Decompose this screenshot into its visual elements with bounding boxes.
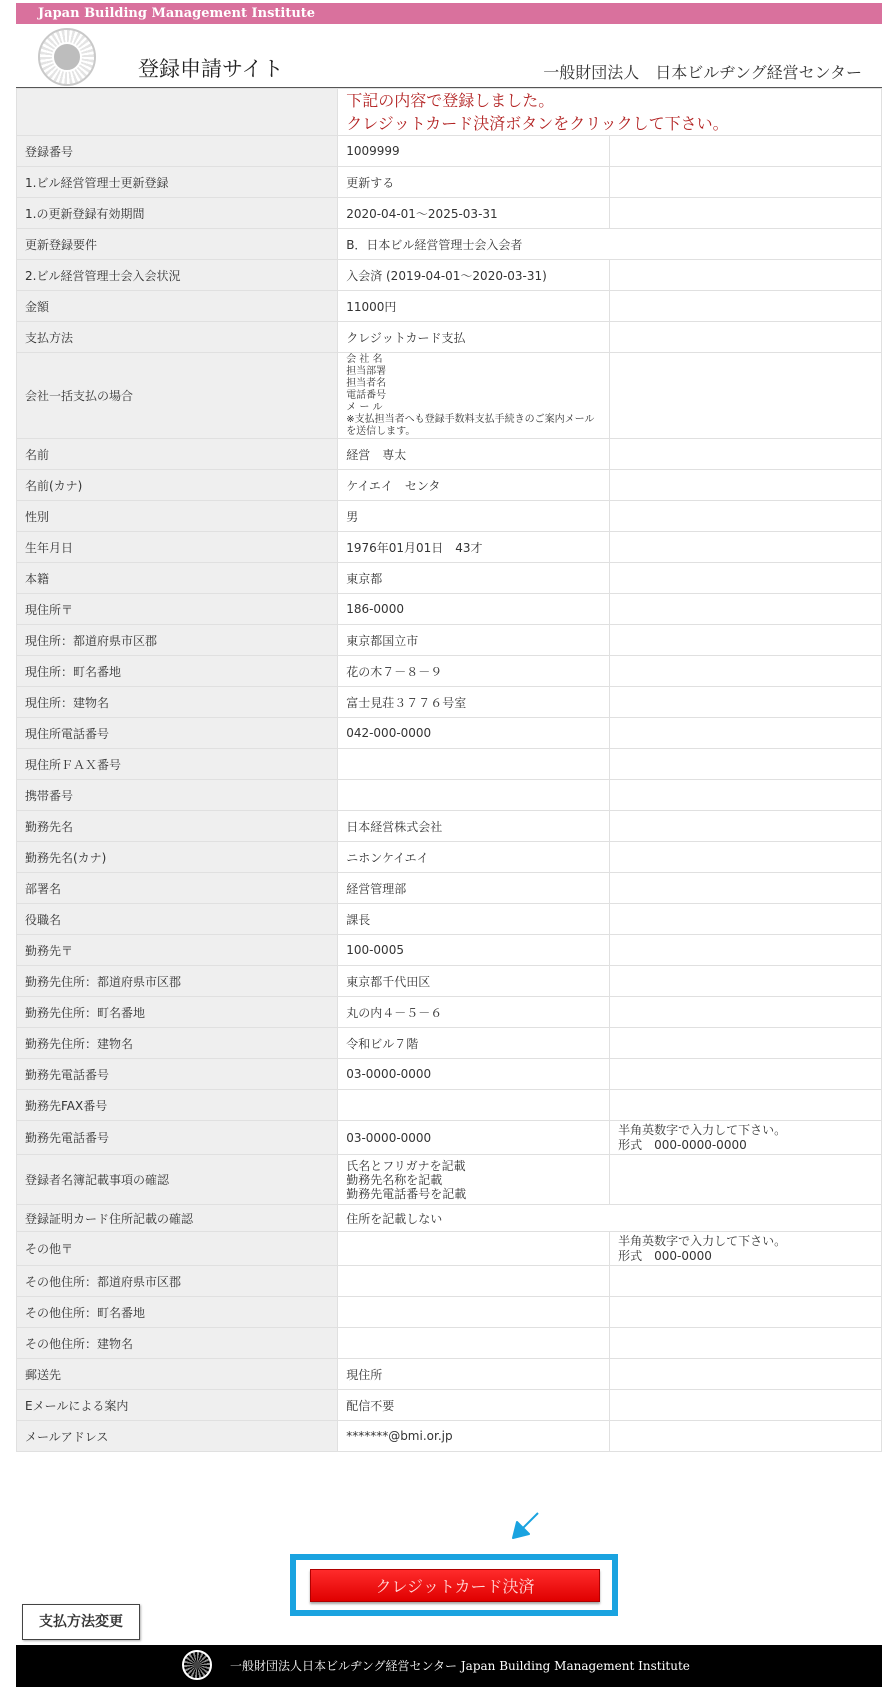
row-value: 経営管理部 [338, 873, 610, 904]
row-value: ニホンケイエイ [338, 842, 610, 873]
table-row [17, 1421, 882, 1452]
row-value: 丸の内４－５－６ [338, 997, 610, 1028]
table-row [17, 811, 882, 842]
table-row [17, 997, 882, 1028]
row-label: 勤務先FAX番号 [17, 1090, 338, 1121]
company-field-label: メ ー ル [346, 401, 383, 413]
change-payment-method-button[interactable]: 支払方法変更 [22, 1604, 140, 1640]
row-label: 現住所：町名番地 [17, 656, 338, 687]
row-value: ケイエイ センタ [338, 470, 610, 501]
row-value: 富士見荘３７７６号室 [338, 687, 610, 718]
row-value: クレジットカード支払 [338, 322, 610, 353]
row-label: 支払方法 [17, 322, 338, 353]
row-label: 現住所電話番号 [17, 718, 338, 749]
site-header [16, 24, 882, 88]
company-field-label: 担当部署 [346, 365, 387, 377]
row-label: 会社一括支払の場合 [17, 353, 338, 439]
table-row [17, 260, 882, 291]
table-row [17, 718, 882, 749]
row-label: 更新登録要件 [17, 229, 338, 260]
roster-item: 勤務先電話番号を記載 [346, 1186, 467, 1201]
row-label: 1.の更新登録有効期間 [17, 198, 338, 229]
table-row [17, 873, 882, 904]
row-label: 勤務先住所：町名番地 [17, 997, 338, 1028]
row-value [338, 749, 610, 780]
row-value [338, 1266, 610, 1297]
row-label: 名前 [17, 439, 338, 470]
row-label: 登録者名簿記載事項の確認 [17, 1155, 338, 1205]
format-note-line: 形式 000-0000-0000 [618, 1137, 747, 1152]
row-value: 入会済 (2019-04-01～2020-03-31) [338, 260, 610, 291]
org-name: 一般財団法人 日本ビルヂング経営センター [543, 63, 862, 82]
row-value: B．日本ビル経営管理士会入会者 [338, 229, 882, 260]
roster-item: 勤務先名称を記載 [346, 1172, 443, 1187]
table-row [17, 563, 882, 594]
format-note [610, 1121, 882, 1155]
row-label: 現住所ＦＡＸ番号 [17, 749, 338, 780]
row-value: 186-0000 [338, 594, 610, 625]
row-value: 100-0005 [338, 935, 610, 966]
row-value: 花の木７－８－９ [338, 656, 610, 687]
row-value: 現住所 [338, 1359, 610, 1390]
row-value: 1009999 [338, 136, 610, 167]
table-row [17, 1232, 882, 1266]
row-label: 勤務先電話番号 [17, 1059, 338, 1090]
footer-text: 一般財団法人日本ビルヂング経営センター Japan Building Management Institute [230, 1659, 690, 1673]
row-value: 課長 [338, 904, 610, 935]
row-label: 生年月日 [17, 532, 338, 563]
table-row [17, 353, 882, 439]
table-row [17, 1266, 882, 1297]
row-value: 2020-04-01～2025-03-31 [338, 198, 610, 229]
row-value: 03-0000-0000 [338, 1121, 610, 1155]
row-label: 2.ビル経営管理士会入会状況 [17, 260, 338, 291]
footer-seal-logo-icon [182, 1650, 212, 1680]
row-value [338, 353, 610, 439]
table-row [17, 1390, 882, 1421]
row-label: 勤務先名 [17, 811, 338, 842]
table-row [17, 1059, 882, 1090]
table-row [17, 687, 882, 718]
credit-card-payment-button[interactable]: クレジットカード決済 [310, 1569, 600, 1602]
table-row [17, 656, 882, 687]
row-label: 勤務先住所：建物名 [17, 1028, 338, 1059]
row-label: 現住所：建物名 [17, 687, 338, 718]
table-row [17, 780, 882, 811]
row-value: 日本経営株式会社 [338, 811, 610, 842]
row-label: Eメールによる案内 [17, 1390, 338, 1421]
top-banner: Japan Building Management Institute [16, 3, 882, 24]
row-label: 1.ビル経営管理士更新登録 [17, 167, 338, 198]
row-value: 東京都国立市 [338, 625, 610, 656]
row-label: 役職名 [17, 904, 338, 935]
row-label: その他〒 [17, 1232, 338, 1266]
table-row [17, 439, 882, 470]
instruction-message: クレジットカード決済ボタンをクリックして下さい。 [346, 114, 729, 133]
table-row [17, 1121, 882, 1155]
row-value [338, 1297, 610, 1328]
company-field-label: 電話番号 [346, 389, 387, 401]
table-row [17, 501, 882, 532]
row-value: 配信不要 [338, 1390, 610, 1421]
table-row [17, 625, 882, 656]
company-notice: ※支払担当者へも登録手数料支払手続きのご案内メールを送信します。 [346, 413, 595, 437]
row-label: 郵送先 [17, 1359, 338, 1390]
row-value: 東京都 [338, 563, 610, 594]
row-value: 042-000-0000 [338, 718, 610, 749]
table-row [17, 594, 882, 625]
pointer-arrow-icon [510, 1511, 540, 1541]
row-label: 本籍 [17, 563, 338, 594]
row-value: 男 [338, 501, 610, 532]
row-label: その他住所：町名番地 [17, 1297, 338, 1328]
row-label: メールアドレス [17, 1421, 338, 1452]
table-row [17, 904, 882, 935]
row-value [338, 1155, 610, 1205]
row-value [338, 1232, 610, 1266]
table-row [17, 291, 882, 322]
row-label: 性別 [17, 501, 338, 532]
row-label: 部署名 [17, 873, 338, 904]
company-field-label: 担当者名 [346, 377, 387, 389]
table-row [17, 229, 882, 260]
confirmation-table [16, 88, 882, 1452]
table-row [17, 935, 882, 966]
row-label: 登録番号 [17, 136, 338, 167]
table-row [17, 749, 882, 780]
row-label: 名前(カナ) [17, 470, 338, 501]
row-label: 勤務先電話番号 [17, 1121, 338, 1155]
table-row [17, 1090, 882, 1121]
row-label: 登録証明カード住所記載の確認 [17, 1205, 338, 1232]
format-note-line: 半角英数字で入力して下さい。 [618, 1233, 787, 1248]
format-note-line: 形式 000-0000 [618, 1248, 712, 1263]
row-value: 1976年01月01日 43才 [338, 532, 610, 563]
site-footer [16, 1645, 882, 1687]
row-value: 令和ビル７階 [338, 1028, 610, 1059]
payment-highlight-frame [290, 1554, 618, 1616]
row-label: その他住所：建物名 [17, 1328, 338, 1359]
table-row [17, 1359, 882, 1390]
row-label: 金額 [17, 291, 338, 322]
success-message: 下記の内容で登録しました。 [346, 91, 555, 110]
table-row [17, 198, 882, 229]
row-value [338, 1090, 610, 1121]
message-row [17, 89, 882, 136]
row-value: 03-0000-0000 [338, 1059, 610, 1090]
table-row [17, 532, 882, 563]
row-label: 現住所：都道府県市区郡 [17, 625, 338, 656]
institute-seal-logo-icon [38, 28, 96, 86]
table-row [17, 322, 882, 353]
format-note [610, 1232, 882, 1266]
row-value [338, 1328, 610, 1359]
table-row [17, 1328, 882, 1359]
email-value: *******@bmi.or.jp [338, 1421, 610, 1452]
row-label: 現住所〒 [17, 594, 338, 625]
table-row [17, 966, 882, 997]
row-label: その他住所：都道府県市区郡 [17, 1266, 338, 1297]
row-value: 経営 専太 [338, 439, 610, 470]
row-label: 携帯番号 [17, 780, 338, 811]
table-row [17, 1297, 882, 1328]
row-value: 更新する [338, 167, 610, 198]
row-value: 住所を記載しない [338, 1205, 882, 1232]
table-row [17, 1028, 882, 1059]
table-row [17, 1205, 882, 1232]
table-row [17, 1155, 882, 1205]
site-title: 登録申請サイト [138, 57, 284, 81]
table-row [17, 842, 882, 873]
row-value [338, 780, 610, 811]
roster-item: 氏名とフリガナを記載 [346, 1158, 466, 1173]
table-row [17, 136, 882, 167]
company-field-label: 会 社 名 [346, 353, 383, 365]
format-note-line: 半角英数字で入力して下さい。 [618, 1122, 787, 1137]
row-value: 東京都千代田区 [338, 966, 610, 997]
row-label: 勤務先名(カナ) [17, 842, 338, 873]
row-label: 勤務先〒 [17, 935, 338, 966]
table-row [17, 167, 882, 198]
row-value: 11000円 [338, 291, 610, 322]
row-label: 勤務先住所：都道府県市区郡 [17, 966, 338, 997]
table-row [17, 470, 882, 501]
